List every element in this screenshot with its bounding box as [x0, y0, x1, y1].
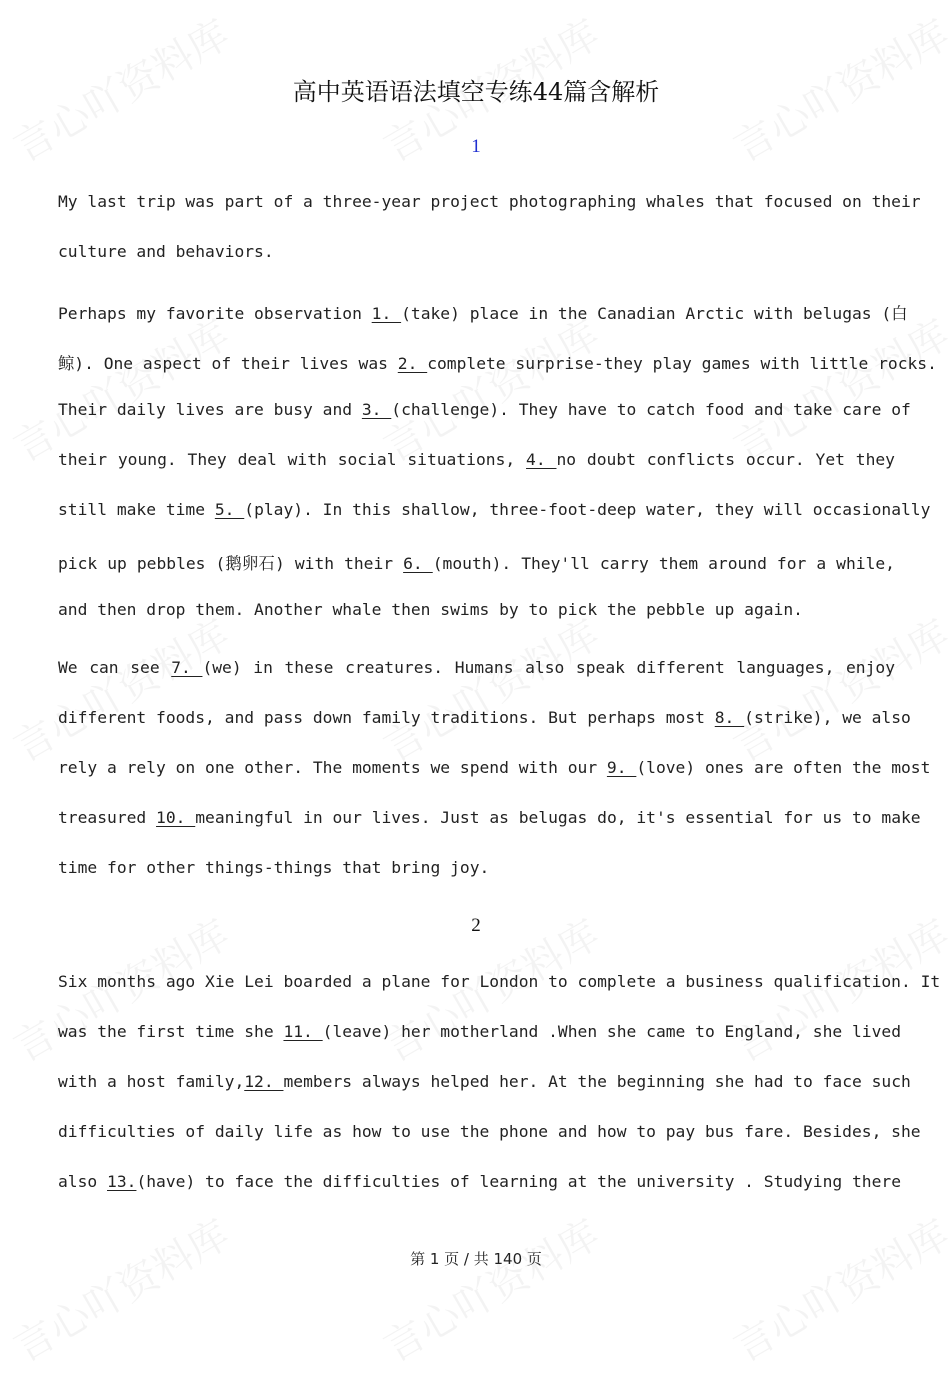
answer-blank: 13. — [107, 1172, 137, 1191]
text-line — [58, 1072, 911, 1091]
watermark-text — [372, 604, 608, 773]
text-segment: (strike), we also — [744, 708, 911, 727]
text-line — [58, 758, 931, 777]
section-1-number: 1 — [471, 136, 481, 157]
text-segment: (leave) her motherland .When she came to England, she lived — [322, 1022, 901, 1041]
text-line — [58, 550, 895, 574]
answer-blank: 12. — [244, 1072, 284, 1091]
text-line — [58, 450, 895, 469]
text-line — [58, 708, 911, 727]
answer-blank: 7. — [171, 658, 203, 677]
text-line: time for other things-things that bring joy. — [58, 858, 490, 877]
text-line — [58, 300, 908, 324]
text-segment: meaningful in our lives. Just as belugas do, it's essential for us to make — [195, 808, 921, 827]
text-segment: Perhaps my favorite observation — [58, 304, 372, 323]
page-title: 高中英语语法填空专练44篇含解析 — [292, 78, 660, 106]
answer-blank: 4. — [526, 450, 557, 469]
watermark-text — [2, 604, 238, 773]
answer-blank: 10. — [156, 808, 196, 827]
text-segment: (mouth). They'll carry them around for a while, — [432, 554, 895, 573]
text-line: culture and behaviors. — [58, 242, 274, 261]
text-line: Six months ago Xie Lei boarded a plane for London to complete a business qualification. It — [58, 972, 941, 991]
answer-blank: 3. — [361, 400, 392, 419]
text-segment: their young. They deal with social situations, — [58, 450, 527, 469]
text-line — [58, 400, 911, 419]
watermark-text — [722, 1204, 952, 1373]
watermark-text — [722, 304, 952, 473]
section-2-number: 2 — [471, 915, 481, 936]
text-segment: (we) in these creatures. Humans also speak different languages, enjoy — [202, 658, 895, 677]
text-line: difficulties of daily life as how to use the phone and how to pay bus fare. Besides, she — [58, 1122, 921, 1141]
text-segment: (take) place in the Canadian Arctic with belugas (白 — [401, 304, 908, 323]
text-segment: treasured — [58, 808, 157, 827]
text-segment: no doubt conflicts occur. Yet they — [556, 450, 895, 469]
answer-blank: 5. — [214, 500, 245, 519]
text-segment: also — [58, 1172, 108, 1191]
watermark-text — [372, 304, 608, 473]
text-line — [58, 1022, 901, 1041]
text-segment: was the first time she — [58, 1022, 284, 1041]
text-segment: pick up pebbles (鹅卵石) with their — [58, 554, 404, 573]
answer-blank: 11. — [283, 1022, 323, 1041]
text-segment: (challenge). They have to catch food and take care of — [391, 400, 911, 419]
text-segment: with a host family, — [58, 1072, 245, 1091]
text-segment: 鲸). One aspect of their lives was — [58, 354, 398, 373]
watermark-text — [2, 1204, 238, 1373]
answer-blank: 9. — [606, 758, 637, 777]
watermark-text — [372, 1204, 608, 1373]
text-line — [58, 808, 921, 827]
text-line — [58, 658, 895, 677]
answer-blank: 6. — [403, 554, 433, 573]
text-segment: members always helped her. At the beginning she had to face such — [283, 1072, 911, 1091]
text-segment: different foods, and pass down family traditions. But perhaps most — [58, 708, 715, 727]
text-line: My last trip was part of a three-year project photographing whales that focused on their — [58, 192, 921, 211]
text-segment: (have) to face the difficulties of learning at the university . Studying there — [136, 1172, 902, 1191]
answer-blank: 1. — [371, 304, 402, 323]
text-line: and then drop them. Another whale then swims by to pick the pebble up again. — [58, 600, 803, 619]
text-line — [58, 500, 931, 519]
text-line — [58, 1172, 902, 1191]
text-segment: still make time — [58, 500, 215, 519]
watermark-text — [722, 604, 952, 773]
text-segment: (play). In this shallow, three-foot-deep water, they will occasionally — [244, 500, 931, 519]
page-footer: 第 1 页 / 共 140 页 — [410, 1250, 542, 1268]
watermark-text — [2, 304, 238, 473]
text-segment: We can see — [58, 658, 172, 677]
text-segment: complete surprise-they play games with little rocks. — [427, 354, 937, 373]
answer-blank: 8. — [714, 708, 745, 727]
text-line — [58, 350, 937, 374]
text-segment: Their daily lives are busy and — [58, 400, 362, 419]
answer-blank: 2. — [397, 354, 428, 373]
text-segment: (love) ones are often the most — [636, 758, 931, 777]
text-segment: rely a rely on one other. The moments we spend with our — [58, 758, 607, 777]
